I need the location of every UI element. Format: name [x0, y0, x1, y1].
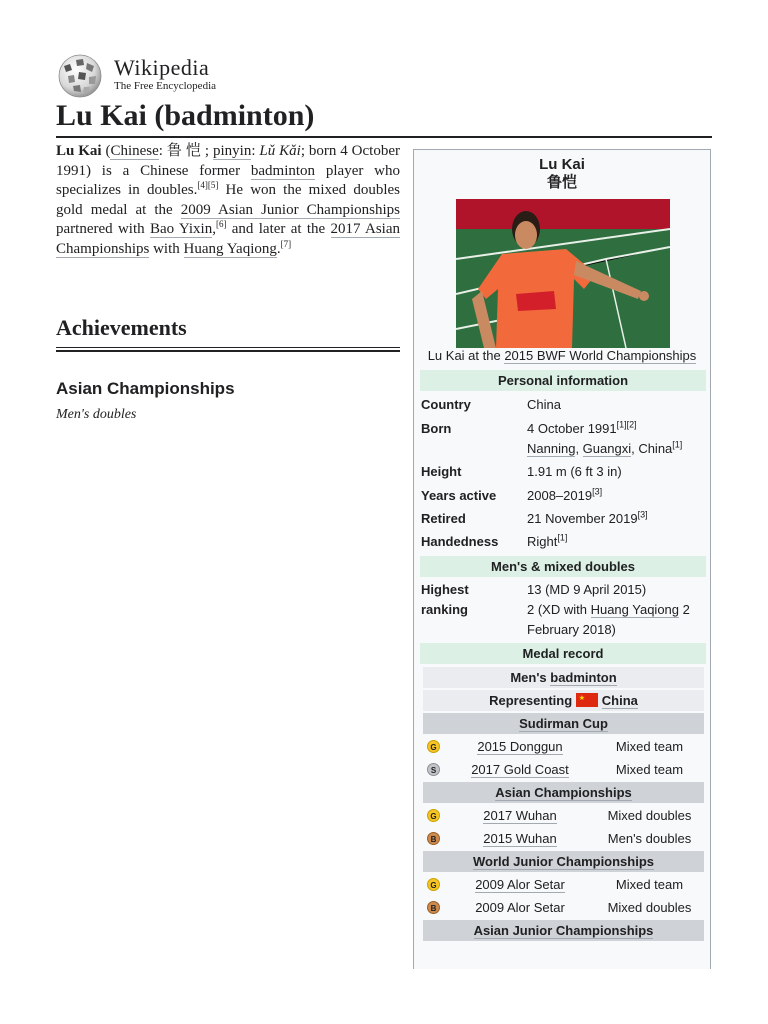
- site-name: Wikipedia: [114, 55, 210, 80]
- medal-type: Mixed doubles: [607, 808, 692, 823]
- china-flag-icon: ★: [576, 693, 598, 707]
- retired-value: [527, 509, 707, 529]
- medal-event: [445, 874, 595, 896]
- subsection-heading-asian-championships: Asian Championships: [56, 379, 235, 398]
- subsection-caption: Men's doubles: [56, 407, 137, 422]
- years-active-label: Years active: [421, 488, 497, 503]
- ranking-xd-text: 2 (XD with: [527, 602, 591, 617]
- medal-event: 2009 Alor Setar: [475, 900, 565, 915]
- reference[interactable]: [1]: [557, 532, 568, 543]
- medal-event: [445, 828, 595, 850]
- medal-row: [423, 805, 704, 827]
- medal-event: [445, 805, 595, 827]
- retired-text: 21 November 2019: [527, 511, 638, 526]
- born-label: Born: [421, 421, 452, 436]
- lead-text: and later at the: [226, 221, 331, 238]
- representing-label: Representing: [489, 693, 573, 708]
- asian-championships-link[interactable]: 2017 Asian Championships: [56, 221, 400, 257]
- player-photo[interactable]: [456, 199, 670, 348]
- photo-caption: [414, 348, 710, 364]
- competition-header: [423, 851, 704, 872]
- wikipedia-globe-logo[interactable]: [56, 54, 106, 98]
- ranking-label-line: ranking: [421, 602, 468, 617]
- medal-row: [423, 828, 704, 850]
- event-link[interactable]: 2015 Wuhan: [483, 831, 557, 846]
- reference-4[interactable]: [4]: [197, 180, 208, 191]
- huang-yaqiong-link[interactable]: Huang Yaqiong: [590, 602, 680, 617]
- asian-junior-championships-link[interactable]: 2009 Asian Junior Championships: [180, 201, 400, 218]
- reference-7[interactable]: [7]: [280, 238, 292, 249]
- badminton-link[interactable]: badminton: [250, 162, 316, 179]
- medal-row: [423, 897, 704, 919]
- lead-text: ; born 4 October 1991) is a Chinese former: [56, 143, 400, 179]
- born-value: [527, 419, 707, 459]
- medal-event: [445, 736, 595, 758]
- globe-icon: [56, 54, 106, 98]
- lead-paragraph: [56, 142, 400, 260]
- caption-text: Lu Kai at the: [427, 348, 505, 363]
- reference[interactable]: [3]: [592, 486, 603, 497]
- medal-type: Men's doubles: [607, 831, 692, 846]
- medal-type: Mixed doubles: [607, 900, 692, 915]
- gold-medal-icon: G: [427, 809, 440, 822]
- reference[interactable]: [1]: [672, 439, 683, 450]
- lead-text: :: [251, 143, 260, 159]
- subject-name: Lu Kai: [56, 143, 102, 159]
- lead-text: with: [149, 240, 184, 257]
- sudirman-cup-link[interactable]: Sudirman Cup: [519, 716, 608, 731]
- silver-medal-icon: S: [427, 763, 440, 776]
- section-divider: [56, 350, 400, 352]
- doubles-header: Men's & mixed doubles: [420, 556, 706, 577]
- born-date: 4 October 1991: [527, 421, 617, 436]
- ranking-xd-text: 2 February 2018): [527, 602, 690, 637]
- lead-text: .: [276, 240, 281, 257]
- asian-championships-link[interactable]: Asian Championships: [495, 785, 632, 800]
- lead-text: player who specializes in doubles.: [56, 162, 401, 199]
- retired-label: Retired: [421, 511, 466, 526]
- infobox-name: Lu Kai: [539, 156, 585, 173]
- medal-row: [423, 759, 704, 781]
- lead-text: ,: [212, 221, 216, 238]
- medal-sport-text: Men's: [510, 670, 551, 685]
- handedness-value: [527, 532, 707, 552]
- gold-medal-icon: G: [427, 740, 440, 753]
- reference[interactable]: [3]: [637, 509, 648, 520]
- infobox-native-name: 鲁恺: [546, 174, 577, 191]
- world-junior-championships-link[interactable]: World Junior Championships: [472, 854, 655, 869]
- bao-yixin-link[interactable]: Bao Yixin: [149, 221, 213, 238]
- representing-row: [423, 690, 704, 711]
- reference[interactable]: [2]: [626, 419, 637, 430]
- section-heading-achievements: Achievements: [56, 314, 400, 348]
- medal-type: Mixed team: [615, 739, 684, 754]
- born-country: , China: [631, 441, 673, 456]
- competition-header: [423, 920, 704, 941]
- height-value: 1.91 m (6 ft 3 in): [527, 464, 622, 479]
- medal-record-header: Medal record: [420, 643, 706, 664]
- chinese-link[interactable]: Chinese: [110, 143, 159, 159]
- ranking-xd: [527, 600, 707, 640]
- wikipedia-wordmark[interactable]: [114, 56, 216, 92]
- bronze-medal-icon: B: [427, 832, 440, 845]
- highest-ranking-value: [527, 580, 707, 640]
- nanning-link[interactable]: Nanning: [527, 441, 576, 456]
- gold-medal-icon: G: [427, 878, 440, 891]
- medal-event: [445, 759, 595, 781]
- china-link[interactable]: China: [601, 693, 638, 708]
- ranking-md: 13 (MD 9 April 2015): [527, 582, 647, 597]
- highest-ranking-label: [421, 580, 469, 620]
- pinyin-link[interactable]: pinyin: [213, 143, 252, 159]
- event-link[interactable]: 2015 Donggun: [477, 739, 563, 754]
- years-active-value: [527, 486, 707, 506]
- player-photo-image: [456, 199, 670, 348]
- years-active-text: 2008–2019: [527, 488, 593, 503]
- lead-text: He won the mixed doubles gold medal at the: [56, 182, 400, 218]
- caption-link[interactable]: 2015 BWF World Championships: [504, 348, 697, 363]
- medal-row: [423, 874, 704, 896]
- ranking-label-line: Highest: [421, 582, 469, 597]
- reference[interactable]: [1]: [616, 419, 627, 430]
- separator: ,: [575, 441, 583, 456]
- competition-header: [423, 782, 704, 803]
- personal-info-header: Personal information: [420, 370, 706, 391]
- event-link[interactable]: 2017 Wuhan: [483, 808, 557, 823]
- reference-6[interactable]: [6]: [215, 219, 227, 230]
- reference-5[interactable]: [5]: [207, 180, 219, 191]
- chinese-name: : 鲁 恺 ;: [158, 143, 213, 159]
- medal-sport: [423, 667, 704, 688]
- bronze-medal-icon: B: [427, 901, 440, 914]
- height-label: Height: [421, 464, 462, 479]
- medal-row: [423, 736, 704, 758]
- huang-yaqiong-link[interactable]: Huang Yaqiong: [183, 240, 277, 257]
- page-title: Lu Kai (badminton): [56, 98, 712, 138]
- handedness-text: Right: [527, 534, 558, 549]
- site-tagline: The Free Encyclopedia: [114, 80, 217, 92]
- country-value: China: [527, 397, 561, 412]
- asian-junior-championships-link[interactable]: Asian Junior Championships: [473, 923, 654, 938]
- guangxi-link[interactable]: Guangxi: [582, 441, 632, 456]
- medal-type: Mixed team: [615, 762, 684, 777]
- lead-text: partnered with: [56, 221, 150, 238]
- lead-text: (: [101, 143, 111, 159]
- handedness-label: Handedness: [421, 534, 499, 549]
- event-link[interactable]: 2009 Alor Setar: [475, 877, 565, 892]
- badminton-link[interactable]: badminton: [550, 670, 617, 685]
- medal-type: Mixed team: [615, 877, 684, 892]
- infobox: [413, 149, 711, 969]
- pinyin-name: Lǔ Kǎi: [259, 143, 301, 159]
- competition-header: [423, 713, 704, 734]
- infobox-title: [414, 156, 710, 192]
- country-label: Country: [421, 397, 471, 412]
- event-link[interactable]: 2017 Gold Coast: [471, 762, 569, 777]
